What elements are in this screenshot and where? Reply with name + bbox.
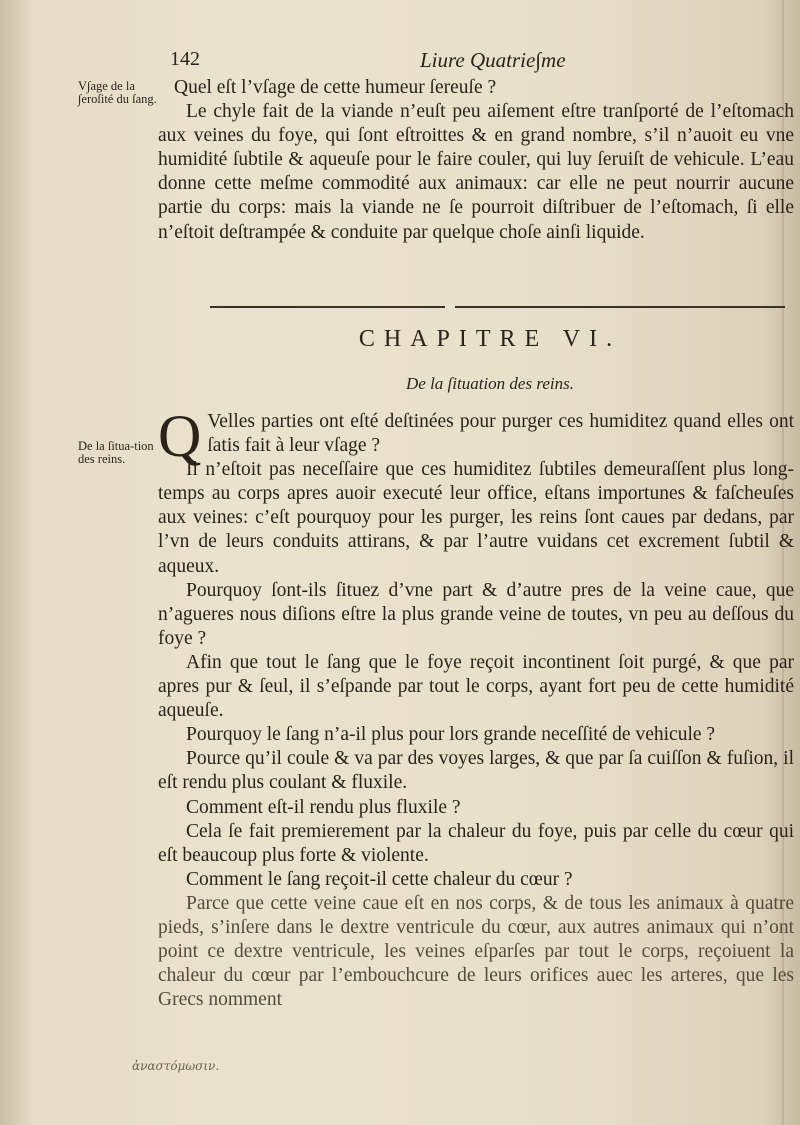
chapter-subtitle: De la ſituation des reins.: [406, 374, 574, 393]
question-paragraph: Comment le ſang reçoit-il cette chaleur du cœur ?: [186, 868, 573, 890]
running-title: Liure Quatrie∫me: [420, 48, 566, 72]
section-rule-right: [455, 306, 785, 308]
body-paragraph: Il n’eſtoit pas neceſſaire que ces humiditez ſubtiles demeuraſſent plus long-temps au corps apres auoir executé leur office, eſtans importunes & faſcheuſes aux veines: c’eſt pourquoy pour les purger, les reins ſont caues par dedans, par l’vn de leurs conduits attirans, & par l’autre vuidans cet excrement ſubtil & aqueux.: [158, 459, 794, 577]
running-header: [170, 48, 790, 74]
chapter-title: CHAPITRE VI.: [358, 326, 622, 352]
question-paragraph: Pourquoy ſont-ils ſituez d’vne part & d’autre pres de la veine caue, que n’agueres nous diſions eſtre la plus grande veine de toutes, vn peu au deſſous du foye ?: [158, 579, 794, 649]
section-serosite: [158, 76, 794, 245]
catchword-greek: ἀναστόμωσιν.: [132, 1059, 220, 1073]
margin-note-serosite: V∫age de la ∫eroſité du ſang.: [78, 79, 157, 106]
page-number: 142: [170, 48, 200, 70]
question-paragraph: Quel eſt l’vſage de cette humeur ſereuſe ?: [174, 77, 497, 98]
section-reins: [158, 403, 794, 1012]
opening-paragraph: [158, 403, 794, 469]
answer-paragraph: Parce que cette veine caue eſt en nos corps, & de tous les animaux à quatre pieds, s’inſere dans le dextre ventricule du cœur, aux autres animaux qui n’ont point ce dextre ventricule, les veines eſparſes par tout le corps, reçoiuent la chaleur du cœur par l’embouchcure de leurs orifices auec les arteres, que les Grecs nomment: [158, 892, 794, 1011]
question-paragraph: Pourquoy le ſang n’a-il plus pour lors grande neceſſité de vehicule ?: [186, 724, 716, 746]
section-rule-left: [210, 306, 445, 308]
answer-paragraph: Cela ſe fait premierement par la chaleur du foye, puis par celle du cœur qui eſt beaucoup plus forte & violente.: [158, 820, 794, 866]
margin-note-reins: De la ſitua-tion des reins.: [78, 439, 154, 466]
question-paragraph: Comment eſt-il rendu plus fluxile ?: [186, 796, 461, 818]
drop-capital: Q: [158, 403, 202, 469]
answer-paragraph: Afin que tout le ſang que le foye reçoit incontinent ſoit purgé, & que par apres pur & ſeul, il s’eſpande par tout le corps, ayant fort peu de cette humidité aqueuſe.: [158, 651, 794, 722]
opening-text: Velles parties ont eſté deſtinées pour purger ces humiditez quand elles ont ſatis fait à leur vſage ?: [207, 411, 794, 457]
answer-paragraph: Pource qu’il coule & va par des voyes larges, & que par ſa cuiſſon & fuſion, il eſt rendu plus coulant & fluxile.: [158, 748, 794, 794]
answer-paragraph: Le chyle fait de la viande n’euſt peu aiſement eſtre tranſporté de l’eſtomach aux veines du foye, qui ſont eſtroittes & en grand nombre, s’il n’auoit eu vne humidité ſubtile & aqueuſe pour le faire couler, qui luy ſeruiſt de vehicule. L’eau donne cette meſme commodité aux animaux: car elle ne peut nourrir aucune partie du corps: mais la viande ne ſe pourroit diſtribuer de l’eſtomach, ſi elle n’eſtoit deſtrampée & conduite par quelque choſe ainſi liquide.: [158, 101, 794, 243]
